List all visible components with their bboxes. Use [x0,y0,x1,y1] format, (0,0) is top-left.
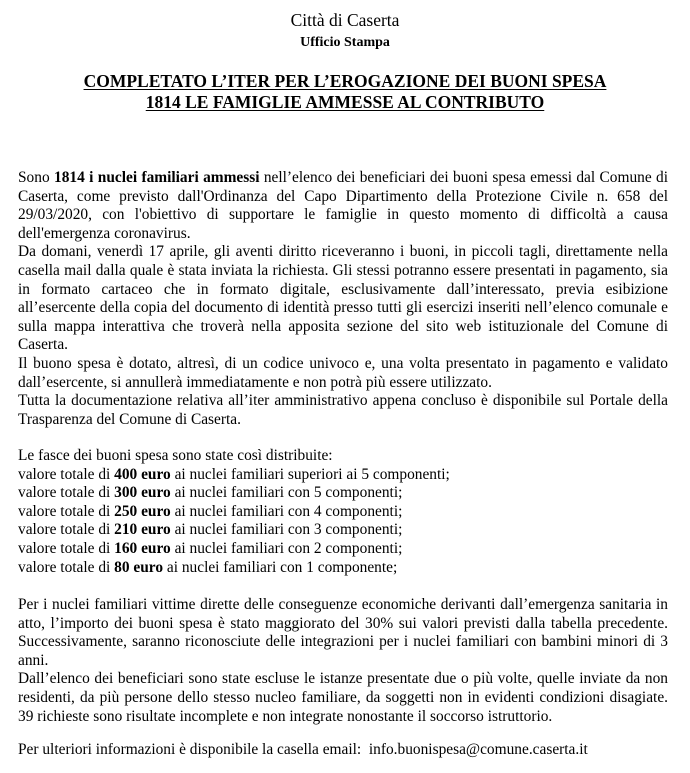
press-release-title [0,71,690,113]
notes-section [18,596,668,726]
title-line-1: COMPLETATO L’ITER PER L’EROGAZIONE DEI BUONI SPESA [83,71,607,91]
contact-email[interactable]: info.buonispesa@comune.caserta.it [368,741,588,758]
intro-p1-prefix: Sono [18,169,54,186]
band-amount: 250 euro [114,502,171,520]
intro-paragraph-2: Da domani, venerdì 17 aprile, gli aventi diritto riceveranno i buoni, in piccoli tagli, direttamente nella casella mail dalla quale è stata inviata la richiesta. Gli stessi potranno essere presentati in pagamento, sia in formato cartaceo che in formato digitale, esclusivamente dall’interessato, previa esibizione all’esercente della copia del documento di identità presso tutti gli esercizi inseriti nell’elenco comunale e sulla mappa interattiva che troverà nella apposita sezione del sito web istituzionale del Comune di Caserta. [18,243,668,354]
band-amount: 210 euro [114,521,171,539]
band-item [18,503,668,522]
contact-text: Per ulteriori informazioni è disponibile la casella email: [18,741,369,758]
intro-paragraph-1 [18,169,668,243]
band-prefix: valore totale di [18,502,115,520]
band-prefix: valore totale di [18,521,115,539]
band-description: ai nuclei familiari con 1 componente; [163,558,398,576]
band-description: ai nuclei familiari con 2 componenti; [170,539,403,557]
notes-paragraph-1: Per i nuclei familiari vittime dirette delle conseguenze economiche derivanti dall’emergenza sanitaria in atto, l’importo dei buoni spesa è stato maggiorato del 30% sui valori previsti dalla tabella precedente. Successivamente, saranno riconosciute delle integrazioni per i nuclei familiari con bambini minori di 3 anni. [18,596,668,669]
band-item [18,540,668,559]
band-item [18,466,668,485]
band-item [18,484,668,503]
intro-p1-bold: 1814 i nuclei familiari ammessi [54,169,260,186]
office-name: Ufficio Stampa [300,35,390,50]
title-line-2: 1814 LE FAMIGLIE AMMESSE AL CONTRIBUTO [145,92,545,112]
band-description: ai nuclei familiari con 4 componenti; [170,502,403,520]
bands-section [18,447,668,577]
band-item [18,559,668,578]
band-prefix: valore totale di [18,484,115,502]
band-description: ai nuclei familiari superiori ai 5 componenti; [170,465,450,483]
band-prefix: valore totale di [18,558,115,576]
intro-p1-rest: nell’elenco dei beneficiari dei buoni spesa emessi dal Comune di Caserta, come previsto dall'Ordinanza del Capo Dipartimento della Protezione Civile n. 658 del 29/03/2020, con l'obiettivo di supportare le famiglie in questo momento di difficoltà a causa dell'emergenza coronavirus. [18,169,668,242]
contact-line [18,741,668,760]
notes-paragraph-2: Dall’elenco dei beneficiari sono state escluse le istanze presentate due o più volte, quelle inviate da non residenti, da più persone dello stesso nucleo familiare, da soggetti non in evidenti condizioni disagiate. 39 richieste sono risultate incomplete e non integrate nonostante il soccorso istruttorio. [18,670,668,725]
band-description: ai nuclei familiari con 5 componenti; [170,484,403,502]
bands-heading: Le fasce dei buoni spesa sono state così distribuite: [18,447,333,464]
contact-section [18,741,668,760]
band-prefix: valore totale di [18,465,115,483]
band-amount: 160 euro [114,539,171,557]
band-item [18,521,668,540]
band-amount: 400 euro [114,465,171,483]
city-name: Città di Caserta [290,10,400,30]
band-amount: 300 euro [114,484,171,502]
band-amount: 80 euro [114,558,164,576]
band-prefix: valore totale di [18,539,115,557]
intro-section [18,169,668,429]
intro-paragraph-4: Tutta la documentazione relativa all’iter amministrativo appena concluso è disponibile sul Portale della Trasparenza del Comune di Caserta. [18,392,668,428]
band-description: ai nuclei familiari con 3 componenti; [170,521,403,539]
intro-paragraph-3: Il buono spesa è dotato, altresì, di un codice univoco e, una volta presentato in pagamento e validato dall’esercente, si annullerà immediatamente e non potrà più essere utilizzato. [18,354,668,391]
